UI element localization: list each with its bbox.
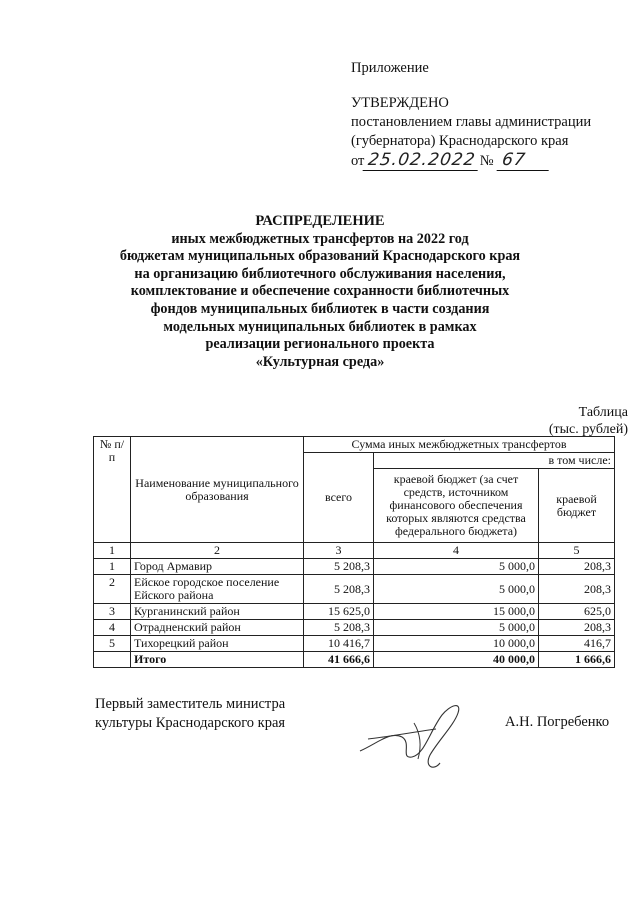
row-reg: 208,3 bbox=[539, 559, 615, 575]
number-prefix: № bbox=[479, 153, 494, 169]
col-number: 4 bbox=[374, 543, 539, 559]
signature-stroke bbox=[360, 706, 459, 768]
row-reg: 416,7 bbox=[539, 636, 615, 652]
approval-line-1: постановлением главы администрации bbox=[351, 114, 592, 130]
row-fed: 5 000,0 bbox=[374, 575, 539, 604]
header-including: в том числе: bbox=[374, 453, 615, 469]
row-name: Отрадненский район bbox=[131, 620, 304, 636]
row-total: 5 208,3 bbox=[304, 575, 374, 604]
row-fed: 10 000,0 bbox=[374, 636, 539, 652]
header-row bbox=[94, 437, 615, 453]
row-num: 3 bbox=[94, 604, 131, 620]
title-line: реализации регионального проекта bbox=[205, 336, 435, 353]
col-number: 3 bbox=[304, 543, 374, 559]
table-row bbox=[94, 559, 615, 575]
header-regional-fed: краевой бюджет (за счет средств, источником финансового обеспечения которых являются средства федерального бюджета) bbox=[374, 469, 539, 543]
table-label: Таблица bbox=[578, 405, 628, 420]
appendix-block bbox=[351, 59, 591, 171]
row-name: Тихорецкий район bbox=[131, 636, 304, 652]
row-reg: 208,3 bbox=[539, 620, 615, 636]
position-line-1: Первый заместитель министра bbox=[95, 696, 286, 712]
signature-position bbox=[95, 695, 285, 732]
row-fed: 5 000,0 bbox=[374, 620, 539, 636]
row-num: 5 bbox=[94, 636, 131, 652]
row-num: 1 bbox=[94, 559, 131, 575]
col-number: 5 bbox=[539, 543, 615, 559]
header-name: Наименование муниципального образования bbox=[131, 437, 304, 543]
total-fed: 40 000,0 bbox=[374, 652, 539, 668]
total-row bbox=[94, 652, 615, 668]
title-line: иных межбюджетных трансфертов на 2022 год bbox=[171, 230, 469, 247]
signature-stroke bbox=[414, 723, 420, 759]
handwritten-signature bbox=[350, 693, 490, 773]
total-total: 41 666,6 bbox=[304, 652, 374, 668]
row-name: Ейское городское поселение Ейского района bbox=[131, 575, 304, 604]
handwritten-number: 67 bbox=[496, 151, 551, 171]
date-prefix: от bbox=[351, 153, 365, 169]
total-label: Итого bbox=[131, 652, 304, 668]
row-num: 2 bbox=[94, 575, 131, 604]
row-name: Курганинский район bbox=[131, 604, 304, 620]
total-reg: 1 666,6 bbox=[539, 652, 615, 668]
total-num-empty bbox=[94, 652, 131, 668]
title-line: фондов муниципальных библиотек в части создания bbox=[150, 300, 490, 317]
signer-name: А.Н. Погребенко bbox=[505, 714, 610, 730]
row-total: 5 208,3 bbox=[304, 620, 374, 636]
distribution-table bbox=[93, 436, 615, 668]
row-fed: 5 000,0 bbox=[374, 559, 539, 575]
col-number: 2 bbox=[131, 543, 304, 559]
row-fed: 15 000,0 bbox=[374, 604, 539, 620]
title-main: РАСПРЕДЕЛЕНИЕ bbox=[255, 213, 385, 229]
title-line: на организацию библиотечного обслуживания населения, bbox=[134, 265, 506, 282]
approval-line-2: (губернатора) Краснодарского края bbox=[351, 133, 569, 149]
row-num: 4 bbox=[94, 620, 131, 636]
table-row bbox=[94, 620, 615, 636]
col-number: 1 bbox=[94, 543, 131, 559]
title-line: комплектование и обеспечение сохранности библиотечных bbox=[130, 283, 510, 300]
row-name: Город Армавир bbox=[131, 559, 304, 575]
table-row bbox=[94, 636, 615, 652]
row-total: 5 208,3 bbox=[304, 559, 374, 575]
table-caption bbox=[549, 404, 628, 438]
row-total: 15 625,0 bbox=[304, 604, 374, 620]
row-total: 10 416,7 bbox=[304, 636, 374, 652]
title-line: модельных муниципальных библиотек в рамках bbox=[163, 318, 477, 335]
table-row bbox=[94, 575, 615, 604]
row-reg: 208,3 bbox=[539, 575, 615, 604]
table-units: (тыс. рублей) bbox=[548, 422, 628, 437]
title-line: «Культурная среда» bbox=[255, 353, 385, 370]
header-total: всего bbox=[304, 453, 374, 543]
header-sum: Сумма иных межбюджетных трансфертов bbox=[304, 437, 615, 453]
appendix-label: Приложение bbox=[351, 60, 429, 76]
column-number-row bbox=[94, 543, 615, 559]
table-row bbox=[94, 604, 615, 620]
header-num: № п/п bbox=[94, 437, 131, 543]
date-number-line bbox=[351, 151, 591, 171]
handwritten-date: 25.02.2022 bbox=[363, 151, 481, 171]
document-title bbox=[0, 213, 640, 371]
position-line-2: культуры Краснодарского края bbox=[95, 714, 286, 731]
title-line: бюджетам муниципальных образований Краснодарского края bbox=[119, 248, 521, 265]
approved-heading: УТВЕРЖДЕНО bbox=[351, 95, 449, 111]
header-regional: краевой бюджет bbox=[539, 469, 615, 543]
row-reg: 625,0 bbox=[539, 604, 615, 620]
